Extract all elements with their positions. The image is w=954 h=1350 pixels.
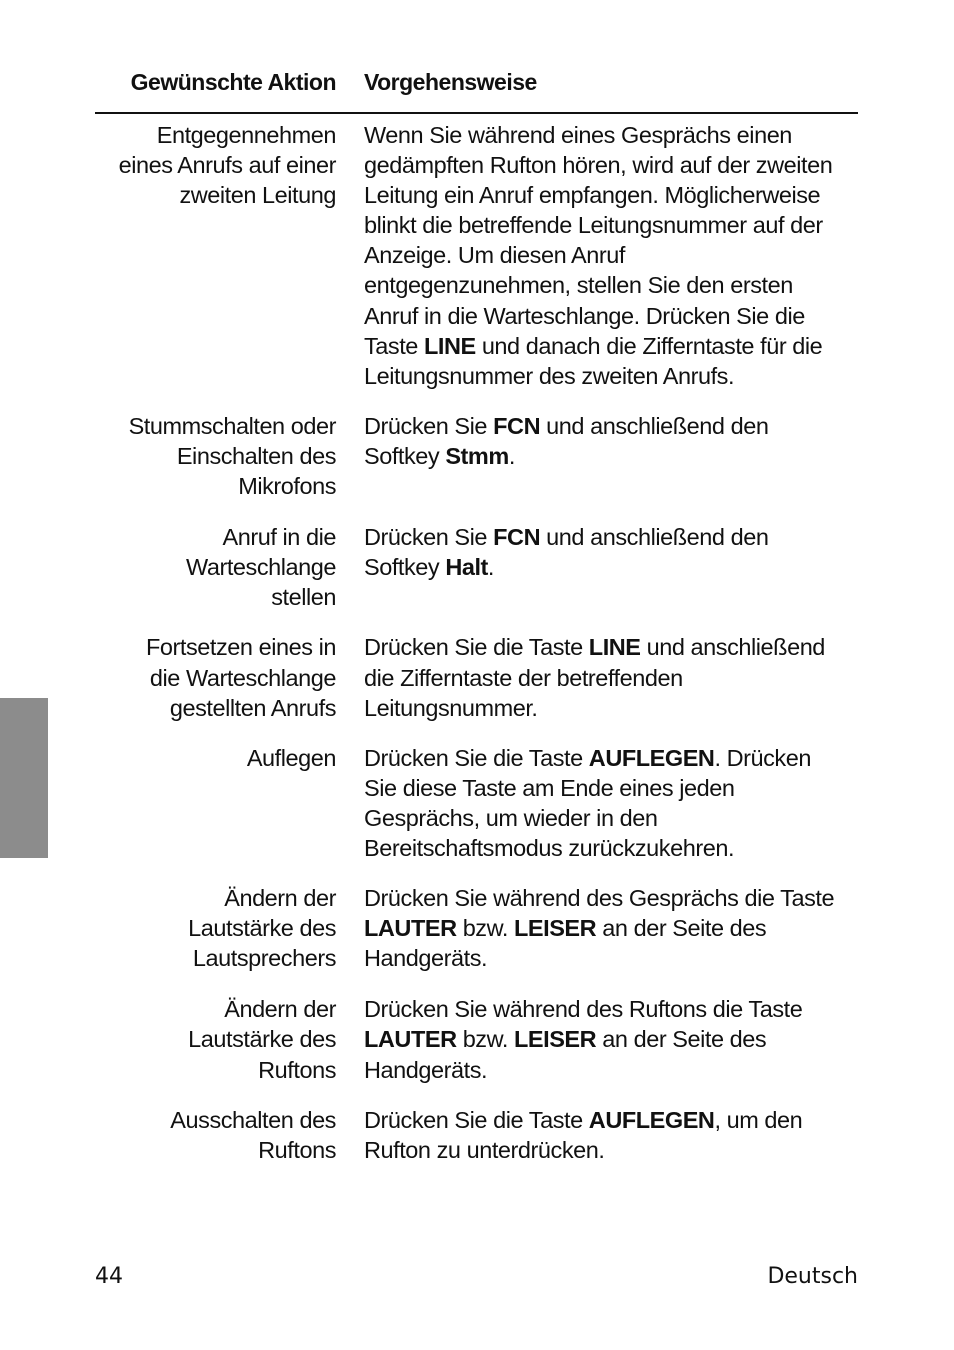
table-row [95, 411, 858, 501]
key-name: AUFLEGEN [588, 1106, 715, 1133]
key-name: Halt [445, 554, 488, 581]
row-procedure [364, 743, 858, 863]
row-procedure [364, 1105, 858, 1165]
chapter-tab [0, 698, 48, 858]
row-action: Ändern der Lautstärke des Lautsprechers [188, 885, 336, 972]
row-procedure [364, 120, 858, 391]
procedure-text: Drücken Sie die Taste [364, 744, 589, 771]
procedure-text: Drücken Sie die Taste [364, 1106, 589, 1133]
row-procedure [364, 411, 858, 501]
table-row [95, 1105, 858, 1165]
procedure-text: Drücken Sie [364, 524, 494, 551]
table-row [95, 632, 858, 722]
table-header [95, 62, 858, 114]
table-row [95, 883, 858, 973]
key-name: LAUTER [364, 915, 457, 942]
row-procedure [364, 522, 858, 612]
table-row [95, 522, 858, 612]
procedure-text: an der Seite des Handgeräts. [364, 1026, 767, 1083]
procedure-text: . [487, 554, 495, 581]
procedure-text: , um den Rufton zu unterdrücken. [364, 1106, 803, 1163]
procedure-text: Drücken Sie die Taste [364, 634, 589, 661]
key-name: Stmm [445, 442, 509, 469]
row-procedure [364, 883, 858, 973]
procedure-text: und danach die Zifferntaste für die Leitungsnummer des zweiten Anrufs. [364, 332, 823, 389]
procedure-text: und anschließend den Softkey [364, 524, 769, 581]
table-row [95, 994, 858, 1084]
row-action: Auflegen [246, 744, 336, 771]
procedure-text: Drücken Sie während des Gesprächs die Taste [364, 885, 835, 912]
row-action: Fortsetzen eines in die Warteschlange gestellten Anrufs [146, 634, 336, 721]
procedure-text: an der Seite des Handgeräts. [364, 915, 767, 972]
procedure-text: . [508, 442, 515, 469]
key-name: LINE [424, 332, 476, 359]
procedure-text: . Drücken Sie diese Taste am Ende eines jeden Gesprächs, um wieder in den Bereitschaftsmodus zurückzukehren. [364, 744, 811, 861]
key-name: FCN [493, 524, 541, 551]
key-name: FCN [493, 412, 541, 439]
row-action: Entgegennehmen eines Anrufs auf einer zweiten Leitung [118, 122, 336, 209]
row-action: Ausschalten des Ruftons [170, 1106, 336, 1163]
procedure-text: bzw. [456, 915, 514, 942]
procedure-text: und anschließend die Zifferntaste der betreffenden Leitungsnummer. [364, 634, 825, 721]
procedure-text: Wenn Sie während eines Gesprächs einen gedämpften Rufton hören, wird auf der zweiten Leitung ein Anruf empfangen. Möglicherweise blinkt die betreffende Leitungsnummer auf der Anzeige. Um diesen Anruf entgegenzunehmen, stellen Sie den ersten Anruf in die Warteschlange. Drücken Sie die Taste [364, 122, 833, 359]
row-procedure [364, 994, 858, 1084]
header-action: Gewünschte Aktion [130, 69, 336, 95]
row-action: Anruf in die Warteschlange stellen [185, 524, 336, 611]
key-name: LINE [588, 634, 641, 661]
key-name: LAUTER [364, 1026, 457, 1053]
header-procedure: Vorgehensweise [364, 69, 537, 95]
row-action: Ändern der Lautstärke des Ruftons [188, 996, 336, 1083]
procedure-text: Drücken Sie während des Ruftons die Taste [364, 996, 803, 1023]
procedure-text: Drücken Sie [364, 412, 494, 439]
row-action: Stummschalten oder Einschalten des Mikrofons [128, 412, 336, 500]
procedure-text: und anschließend den Softkey [364, 412, 769, 469]
key-name: AUFLEGEN [588, 744, 715, 771]
table-body [95, 114, 858, 1165]
page-footer [95, 1264, 858, 1289]
footer-language: Deutsch [767, 1264, 858, 1289]
key-name: LEISER [514, 1026, 597, 1053]
page-number: 44 [95, 1264, 123, 1289]
procedure-text: bzw. [456, 1026, 514, 1053]
row-procedure [364, 632, 858, 722]
table-row [95, 743, 858, 863]
key-name: LEISER [514, 915, 597, 942]
table-row [95, 120, 858, 391]
action-table [95, 62, 858, 1165]
